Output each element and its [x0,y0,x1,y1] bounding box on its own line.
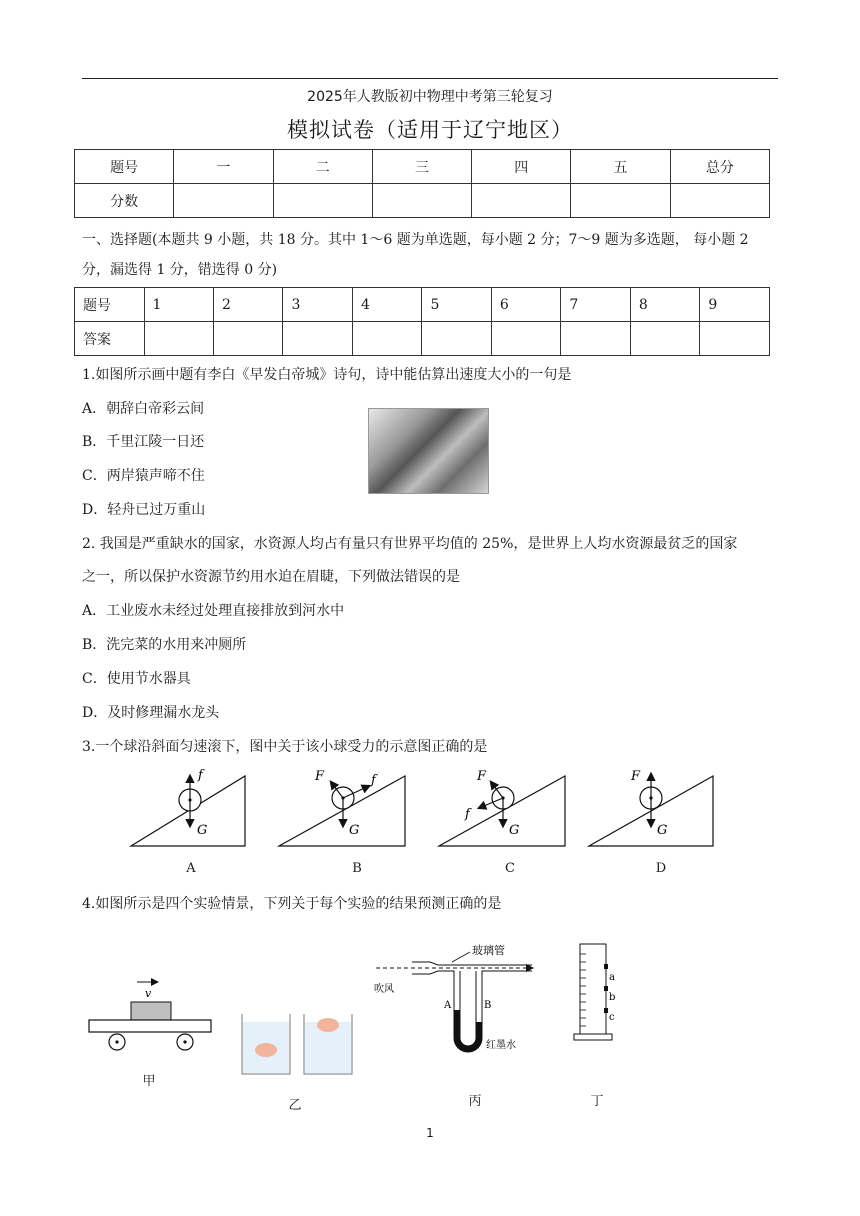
label-a: a [609,972,615,983]
score-header-cell: 二 [273,150,372,184]
diagram-a [131,768,245,846]
answer-table [74,287,770,356]
q3-force-diagrams [125,762,725,852]
caption-a: A [186,861,196,876]
answer-input-cell[interactable] [561,322,630,356]
label-B: B [484,1000,492,1011]
answer-input-cell[interactable] [491,322,560,356]
section-instructions-line1: 一、选择题(本题共 9 小题，共 18 分。其中 1～6 题为单选题，每小题 2 分；7～9 题为多选题， 每小题 2 [82,232,749,248]
header-rule [82,78,778,79]
q1-option-b: B．千里江陵一日还 [82,434,205,450]
experiment-u-tube-figure [372,940,552,1060]
q3-stem: 3.一个球沿斜面匀速滚下，图中关于该小球受力的示意图正确的是 [82,739,488,755]
score-header-cell: 四 [472,150,571,184]
label-A: A [444,1000,452,1011]
label-G: G [509,823,520,838]
caption-d: D [655,861,667,876]
score-header-cell: 总分 [670,150,769,184]
answer-header-cell: 4 [352,288,421,322]
q2-stem-line2: 之一，所以保护水资源节约用水迫在眉睫，下列做法错误的是 [82,569,460,585]
score-input-cell[interactable] [273,184,372,218]
diagram-b [279,769,405,846]
score-input-cell[interactable] [174,184,273,218]
answer-header-cell: 6 [491,288,560,322]
q1-option-d: D．轻舟已过万重山 [82,502,206,518]
score-input-cell[interactable] [670,184,769,218]
q2-option-c: C．使用节水器具 [82,671,191,687]
label-G: G [349,823,360,838]
label-F: F [631,769,641,784]
q1-option-c: C．两岸猿声啼不住 [82,468,205,484]
label-b: b [609,992,616,1003]
label-G: G [657,823,668,838]
label-F: F [477,769,487,784]
score-label-cell: 分数 [75,184,174,218]
answer-header-cell: 7 [561,288,630,322]
caption-c: C [505,861,515,876]
caption-ding: 丁 [590,1094,604,1109]
answer-header-cell: 1 [144,288,213,322]
table-row [75,288,770,322]
answer-input-cell[interactable] [213,322,282,356]
score-input-cell[interactable] [571,184,670,218]
caption-bing: 丙 [468,1094,482,1109]
section-instructions-line2: 分，漏选得 1 分，错选得 0 分) [82,262,278,278]
answer-input-cell[interactable] [630,322,699,356]
score-input-cell[interactable] [472,184,571,218]
answer-header-cell: 题号 [75,288,145,322]
q4-stem: 4.如图所示是四个实验情景，下列关于每个实验的结果预测正确的是 [82,896,502,912]
q1-option-a: A．朝辞白帝彩云间 [82,401,205,417]
label-glass-tube: 玻璃管 [472,944,505,957]
q2-option-d: D．及时修理漏水龙头 [82,705,220,721]
score-header-cell: 题号 [75,150,174,184]
answer-input-cell[interactable] [283,322,352,356]
q1-stem: 1.如图所示画中题有李白《早发白帝城》诗句，诗中能估算出速度大小的一句是 [82,367,572,383]
page-number: 1 [426,1126,434,1140]
experiment-cart-figure [85,970,215,1060]
experiment-eggs-figure [238,1010,358,1078]
caption-jia: 甲 [142,1074,156,1089]
label-ink: 红墨水 [486,1040,516,1051]
table-row [75,322,770,356]
label-c: c [609,1012,615,1023]
answer-label-cell: 答案 [75,322,145,356]
score-header-cell: 五 [571,150,670,184]
experiment-cylinder-figure [566,940,626,1048]
answer-input-cell[interactable] [144,322,213,356]
score-header-cell: 三 [372,150,471,184]
caption-b: B [352,861,362,876]
answer-header-cell: 2 [213,288,282,322]
label-wind: 吹风 [374,984,394,995]
label-f: f [465,807,470,822]
exam-subtitle: 2025年人教版初中物理中考第三轮复习 [307,89,553,105]
diagram-d [589,769,713,846]
q2-stem-line1: 2. 我国是严重缺水的国家，水资源人均占有量只有世界平均值的 25%，是世界上人均水资源最贫乏的国家 [82,536,738,552]
q2-option-a: A．工业废水未经过处理直接排放到河水中 [82,603,345,619]
table-row [75,150,770,184]
score-table [74,149,770,218]
answer-header-cell: 8 [630,288,699,322]
label-v: v [145,987,152,1000]
answer-input-cell[interactable] [422,322,491,356]
answer-input-cell[interactable] [700,322,770,356]
answer-header-cell: 5 [422,288,491,322]
q2-option-b: B．洗完菜的水用来冲厕所 [82,637,247,653]
score-input-cell[interactable] [372,184,471,218]
answer-header-cell: 9 [700,288,770,322]
label-G: G [197,823,208,838]
answer-header-cell: 3 [283,288,352,322]
exam-title: 模拟试卷（适用于辽宁地区） [287,118,573,142]
label-f: f [198,768,203,783]
diagram-c [439,769,565,846]
caption-yi: 乙 [288,1098,302,1113]
score-header-cell: 一 [174,150,273,184]
label-F: F [315,769,325,784]
landscape-painting-image [368,408,489,494]
table-row [75,184,770,218]
label-f: f [371,773,376,788]
answer-input-cell[interactable] [352,322,421,356]
